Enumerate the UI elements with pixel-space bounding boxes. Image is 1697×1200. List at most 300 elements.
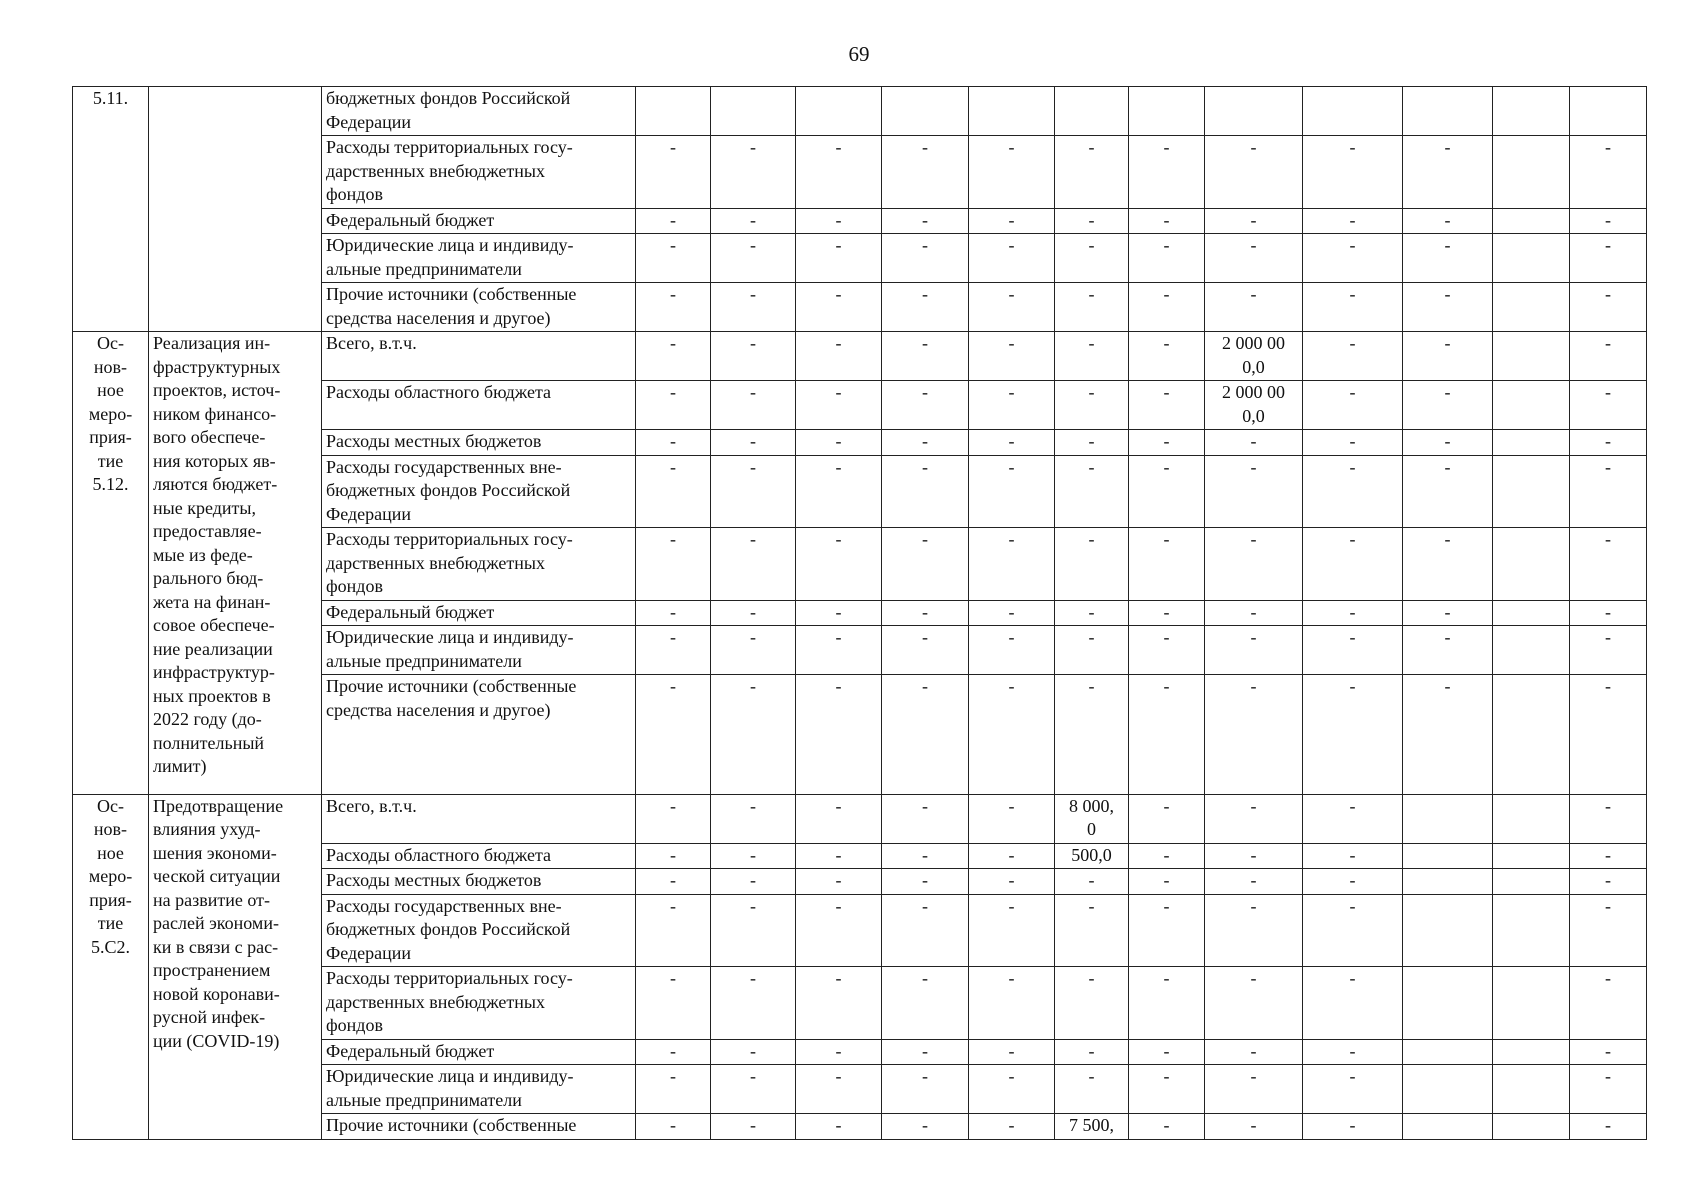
value-cell [636,283,711,332]
value-cell [969,675,1055,795]
activity-name-line: вого обеспече- [153,427,266,447]
funding-source [322,332,636,381]
value-cell [1055,234,1129,283]
value-line: - [1605,235,1611,255]
value-cell [1055,381,1129,430]
value-cell [636,626,711,675]
funding-source-line: Федеральный бюджет [326,209,495,230]
value-line: - [1250,137,1257,157]
value-cell [796,626,882,675]
activity-number-line: прия- [89,427,132,447]
value-line: - [1605,895,1611,916]
value-cell [1570,1114,1647,1140]
activity-name-line: совое обеспече- [153,615,275,635]
value-cell [1303,381,1403,430]
value-cell [882,626,969,675]
value-line: - [922,284,928,304]
value-cell [1303,894,1403,967]
value-line: - [670,235,676,255]
value-cell [1403,430,1493,456]
funding-source [322,626,636,675]
value-line: - [922,1040,928,1061]
value-cell [1129,869,1205,895]
value-cell [882,600,969,626]
value-line: - [1008,333,1015,353]
value-cell [711,381,796,430]
activity-number-line: ное [97,380,124,400]
value-line: 7 500, [1069,1115,1114,1135]
funding-source [322,1065,636,1114]
value-cell [1129,1065,1205,1114]
value-line: - [1008,137,1015,157]
value-line: - [1605,137,1611,157]
value-line: - [835,627,842,647]
funding-source [322,87,636,136]
value-line: - [922,456,928,477]
value-line: - [670,1066,676,1086]
value-cell [1570,332,1647,381]
funding-source-line: альные предприниматели [326,650,522,671]
value-cell [1129,455,1205,528]
value-line: - [922,844,928,865]
value-cell [796,600,882,626]
value-cell [1570,283,1647,332]
value-line: - [1008,1115,1015,1135]
value-cell [796,332,882,381]
value-line: - [1163,795,1170,816]
value-cell [1403,1114,1493,1140]
value-cell [1055,967,1129,1040]
value-cell [796,967,882,1040]
value-line: - [922,795,928,816]
activity-name-line: русной инфек- [153,1007,266,1027]
activity-name-line: ки в связи с рас- [153,936,279,957]
value-cell [1055,283,1129,332]
value-line: - [1008,209,1015,230]
value-line: - [1349,333,1356,353]
value-cell [1129,1039,1205,1065]
activity-name-line: ции (COVID-19) [153,1030,280,1051]
value-line: - [1605,676,1611,696]
funding-source [322,894,636,967]
value-line: 500,0 [1071,844,1112,865]
value-line: - [1163,601,1170,622]
value-cell [711,528,796,601]
value-cell [1303,234,1403,283]
funding-source-line: Юридические лица и индивиду- [326,627,574,647]
value-cell [1129,843,1205,869]
value-cell [1403,234,1493,283]
value-line: - [1008,844,1015,865]
value-cell [1205,136,1303,209]
value-cell [1493,528,1570,601]
value-cell [1129,967,1205,1040]
value-cell [711,967,796,1040]
value-cell [1055,136,1129,209]
value-cell [796,136,882,209]
value-cell [1493,869,1570,895]
value-cell [1129,528,1205,601]
value-cell [1493,234,1570,283]
value-line: - [835,431,842,451]
value-cell [796,1065,882,1114]
value-line: - [1163,382,1170,402]
value-cell [711,1039,796,1065]
value-cell [1570,1065,1647,1114]
value-line: 0 [1087,819,1096,839]
value-line: - [1163,456,1170,477]
value-cell [1493,1114,1570,1140]
value-line: - [835,382,842,402]
funding-source [322,843,636,869]
value-line: - [922,1115,928,1135]
activity-name-line: ческой ситуации [153,866,281,886]
activity-name-line: ния которых яв- [153,450,276,471]
activity-name-line: ние реализации [153,638,273,659]
value-cell [711,208,796,234]
value-line: - [1163,235,1170,255]
funding-source-line: Расходы областного бюджета [326,382,552,402]
activity-name-line: ных проектов в [153,685,271,706]
value-cell [636,528,711,601]
value-line: - [1444,209,1451,230]
value-cell [969,528,1055,601]
activity-name-line: лимит) [153,756,207,776]
value-cell [796,208,882,234]
funding-source-line: бюджетных фондов Российской [326,919,571,939]
value-cell [1403,332,1493,381]
value-cell [882,136,969,209]
value-line: - [750,1066,756,1086]
value-cell [882,87,969,136]
value-line: - [1444,456,1451,477]
value-line: - [1008,284,1015,304]
budget-table [72,86,1647,1140]
value-line: - [1088,209,1095,230]
activity-name [149,794,322,1139]
value-line: - [670,456,676,477]
value-line: - [1605,284,1611,304]
value-cell [711,234,796,283]
value-cell [1570,136,1647,209]
value-line: - [1444,431,1451,451]
value-cell [969,843,1055,869]
value-cell [796,675,882,795]
value-cell [1493,455,1570,528]
value-line: - [750,795,756,816]
activity-name-line: 2022 году (до- [153,709,262,729]
value-cell [636,208,711,234]
value-cell [1303,967,1403,1040]
funding-source-line: Расходы территориальных госу- [326,529,573,549]
value-cell [1129,894,1205,967]
value-line: - [1250,209,1257,230]
value-cell [1570,1039,1647,1065]
value-cell [1403,869,1493,895]
value-line: - [835,1066,842,1086]
value-cell [1129,208,1205,234]
value-line: - [835,235,842,255]
funding-source [322,869,636,895]
value-cell [1055,894,1129,967]
value-line: - [1444,137,1451,157]
value-line: - [1444,627,1451,647]
value-cell [1055,869,1129,895]
value-line: - [922,601,928,622]
value-cell [1129,87,1205,136]
value-cell [1205,283,1303,332]
value-line: - [1163,137,1170,157]
funding-source-line: Прочие источники (собственные [326,676,577,696]
value-line: - [1349,235,1356,255]
activity-number-line: прия- [89,889,132,910]
value-line: - [1008,895,1015,916]
value-line: - [1444,235,1451,255]
value-line: - [1349,1066,1356,1086]
value-line: - [1008,870,1015,890]
value-cell [969,794,1055,843]
value-line: - [922,627,928,647]
funding-source-line: Расходы территориальных госу- [326,968,573,988]
value-cell [1403,600,1493,626]
value-line: - [1605,627,1611,647]
value-line: - [1008,1040,1015,1061]
value-line: - [1349,601,1356,622]
value-line: - [750,137,756,157]
value-cell [636,869,711,895]
value-cell [1205,626,1303,675]
value-cell [1129,794,1205,843]
value-line: - [1605,1115,1611,1135]
funding-source-line: фондов [326,576,383,596]
activity-name-line: рального бюд- [153,568,264,588]
value-cell [1205,430,1303,456]
funding-source [322,1039,636,1065]
funding-source-line: Федеральный бюджет [326,1040,495,1061]
value-line: 0,0 [1242,405,1265,426]
value-line: - [750,627,756,647]
value-line: - [1008,235,1015,255]
value-cell [1129,136,1205,209]
value-line: - [922,529,928,549]
table-row [73,794,1647,843]
value-cell [796,894,882,967]
value-line: - [750,844,756,865]
value-cell [882,843,969,869]
value-cell [1570,208,1647,234]
value-cell [1205,843,1303,869]
value-cell [969,600,1055,626]
value-cell [1129,626,1205,675]
funding-source-line: дарственных внебюджетных [326,991,545,1012]
value-cell [1205,600,1303,626]
value-cell [1205,234,1303,283]
funding-source [322,136,636,209]
value-line: - [1163,333,1170,353]
value-line: - [835,676,842,696]
funding-source-line: Расходы областного бюджета [326,844,552,865]
value-cell [882,894,969,967]
value-cell [1493,843,1570,869]
value-cell [882,455,969,528]
value-line: - [922,235,928,255]
value-line: - [1349,844,1356,865]
value-line: - [1163,870,1170,890]
value-cell [1129,430,1205,456]
value-line: - [835,844,842,865]
value-line: - [1250,844,1257,865]
value-line: - [1008,529,1015,549]
value-line: - [1349,676,1356,696]
value-cell [1205,528,1303,601]
value-cell [882,967,969,1040]
value-cell [711,87,796,136]
value-cell [1570,869,1647,895]
value-cell [1403,136,1493,209]
value-line: - [922,968,928,988]
value-cell [711,430,796,456]
value-cell [711,283,796,332]
value-line: - [670,795,676,816]
value-line: - [1605,1066,1611,1086]
value-line: - [835,895,842,916]
funding-source-line: Федерации [326,111,412,132]
value-line: - [670,676,676,696]
value-cell [1055,626,1129,675]
value-line: - [1250,870,1257,890]
value-cell [1205,1065,1303,1114]
funding-source-line: дарственных внебюджетных [326,160,545,181]
funding-source [322,430,636,456]
value-cell [1205,455,1303,528]
activity-number-line: Ос- [97,795,124,816]
funding-source-line: бюджетных фондов Российской [326,88,571,108]
value-cell [1493,332,1570,381]
value-cell [711,1114,796,1140]
value-line: - [670,627,676,647]
value-line: - [750,895,756,916]
value-line: - [1605,1040,1611,1061]
value-line: - [750,870,756,890]
value-line: - [1605,795,1611,816]
value-cell [796,869,882,895]
value-line: - [1008,968,1015,988]
funding-source-line: средства населения и другое) [326,699,551,720]
value-cell [882,1039,969,1065]
value-cell [636,1114,711,1140]
value-cell [969,136,1055,209]
value-cell [882,332,969,381]
value-cell [1303,1065,1403,1114]
value-line: - [1349,1040,1356,1061]
value-cell [1493,283,1570,332]
value-cell [1129,283,1205,332]
value-line: - [835,1115,842,1135]
value-line: - [1349,870,1356,890]
value-cell [1403,381,1493,430]
activity-name [149,87,322,332]
funding-source-line: Расходы государственных вне- [326,456,562,477]
value-cell [1055,675,1129,795]
funding-source-line: Юридические лица и индивиду- [326,235,574,255]
value-line: - [670,1040,676,1061]
activity-name-line: проектов, источ- [153,380,281,400]
value-cell [1493,894,1570,967]
value-line: - [670,529,676,549]
funding-source [322,381,636,430]
value-line: - [1349,1115,1356,1135]
value-line: - [750,382,756,402]
funding-source-line: альные предприниматели [326,1089,522,1110]
funding-source [322,794,636,843]
value-cell [796,430,882,456]
value-cell [1303,430,1403,456]
value-line: - [1349,529,1356,549]
value-line: - [1250,895,1257,916]
value-cell [1493,675,1570,795]
activity-number [73,87,149,332]
value-cell [1493,381,1570,430]
value-cell [1303,87,1403,136]
funding-source [322,1114,636,1140]
value-cell [1303,332,1403,381]
value-cell [1129,675,1205,795]
activity-number-line: тие [97,450,124,471]
value-line: - [1349,382,1356,402]
value-cell [1570,528,1647,601]
value-cell [1303,626,1403,675]
value-cell [882,869,969,895]
value-cell [1205,869,1303,895]
activity-number-line: 5.11. [92,88,129,108]
activity-number-line: Ос- [97,333,124,353]
value-cell [1570,87,1647,136]
value-cell [1570,794,1647,843]
value-line: - [670,968,676,988]
funding-source [322,600,636,626]
value-line: - [750,601,756,622]
funding-source [322,675,636,795]
value-cell [882,528,969,601]
funding-source-line: фондов [326,184,383,204]
value-line: - [670,844,676,865]
value-cell [1303,675,1403,795]
value-cell [969,626,1055,675]
funding-source [322,967,636,1040]
value-line: - [1008,627,1015,647]
value-cell [711,869,796,895]
value-cell [796,455,882,528]
value-cell [1129,1114,1205,1140]
activity-number [73,332,149,795]
value-cell [711,794,796,843]
value-cell [1403,843,1493,869]
value-cell [636,234,711,283]
value-cell [1303,1039,1403,1065]
value-cell [1493,430,1570,456]
value-line: - [1008,795,1015,816]
value-cell [636,430,711,456]
value-cell [711,600,796,626]
value-cell [1493,136,1570,209]
value-cell [636,455,711,528]
value-line: - [1444,284,1451,304]
value-line: - [1088,333,1095,353]
value-cell [882,1065,969,1114]
value-line: - [835,456,842,477]
value-cell [1403,283,1493,332]
value-line: - [1349,795,1356,816]
